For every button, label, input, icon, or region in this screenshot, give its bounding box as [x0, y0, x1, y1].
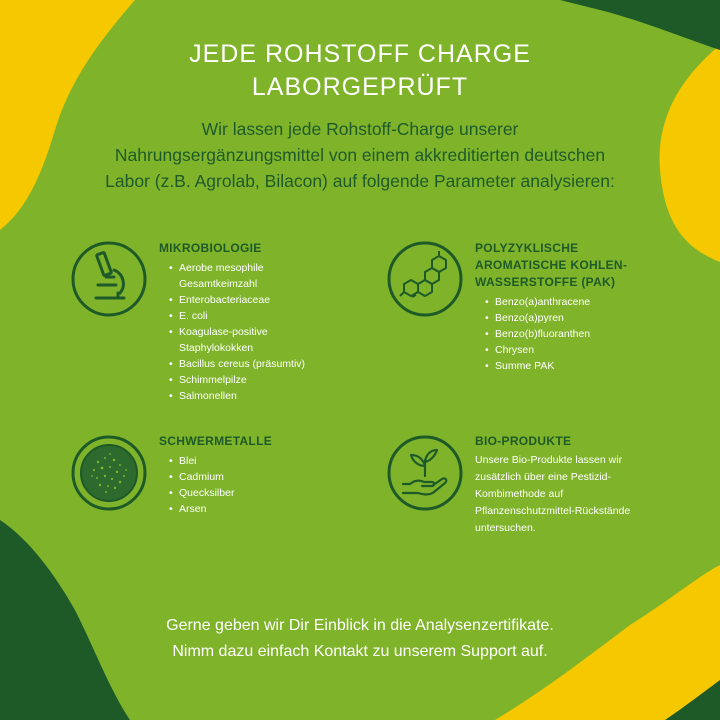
item-text: Enterobacteriaceae — [179, 294, 271, 306]
footer-line: Nimm dazu einfach Kontakt zu unserem Support auf. — [172, 643, 548, 660]
list-item: • Quecksilber — [179, 485, 359, 501]
intro-text — [60, 116, 660, 194]
list-item — [179, 308, 369, 324]
text-line: Pflanzenschutzmittel-Rückstände — [475, 505, 631, 517]
list-item: • Cadmium — [179, 469, 359, 485]
title-line: AROMATISCHE KOHLEN- — [475, 258, 628, 272]
list-item — [179, 372, 369, 388]
intro-line: Wir lassen jede Rohstoff-Charge unserer — [201, 119, 519, 139]
page-title — [0, 38, 720, 104]
list-item: • Arsen — [179, 501, 359, 517]
section-title: MIKROBIOLOGIE — [159, 241, 262, 255]
list-item — [179, 292, 369, 308]
section-bio-produkte — [475, 433, 700, 537]
list-item: • Benzo(b)fluoranthen — [495, 326, 695, 342]
list-item — [179, 324, 369, 356]
item-text: E. coli — [179, 310, 208, 322]
item-text: Schimmelpilze — [179, 374, 247, 386]
list-item: • Chrysen — [495, 342, 695, 358]
list-item: • Benzo(a)pyren — [495, 310, 695, 326]
title-line: POLYZYKLISCHE — [475, 241, 579, 255]
particles-icon — [70, 434, 148, 512]
list-item — [179, 356, 369, 372]
list-item — [179, 260, 369, 292]
section-mikrobiologie — [159, 240, 369, 404]
intro-line: Labor (z.B. Agrolab, Bilacon) auf folgende Parameter analysieren: — [105, 171, 615, 191]
section-pak — [475, 240, 695, 374]
list-item: • Summe PAK — [495, 358, 695, 374]
section-schwermetalle — [159, 433, 359, 517]
section-title: SCHWERMETALLE — [159, 434, 273, 448]
molecule-icon — [386, 240, 464, 318]
item-list — [475, 294, 695, 374]
text-line: Unsere Bio-Produkte lassen wir — [475, 454, 623, 466]
intro-line: Nahrungsergänzungsmittel von einem akkreditierten deutschen — [114, 145, 606, 165]
item-list — [159, 260, 369, 404]
footer-text — [0, 613, 720, 665]
text-line: zusätzlich über eine Pestizid- — [475, 471, 611, 483]
item-text: Aerobe mesophile — [179, 262, 264, 274]
text-line: untersuchen. — [475, 522, 536, 534]
item-text: Staphylokokken — [179, 342, 254, 354]
section-title: BIO-PRODUKTE — [475, 434, 572, 448]
footer-line: Gerne geben wir Dir Einblick in die Analysenzertifikate. — [166, 617, 554, 634]
hand-plant-icon — [386, 434, 464, 512]
title-line: JEDE ROHSTOFF CHARGE — [189, 40, 531, 68]
item-text: Gesamtkeimzahl — [179, 278, 258, 290]
list-item: • Benzo(a)anthracene — [495, 294, 695, 310]
title-line: LABORGEPRÜFT — [251, 73, 469, 101]
section-text — [475, 452, 700, 537]
item-list — [159, 453, 359, 517]
item-text: Salmonellen — [179, 390, 237, 402]
text-line: Kombimethode auf — [475, 488, 564, 500]
title-line: WASSERSTOFFE (PAK) — [475, 275, 616, 289]
list-item — [179, 388, 369, 404]
microscope-icon — [70, 240, 148, 318]
item-text: Bacillus cereus (präsumtiv) — [179, 358, 306, 370]
list-item: • Blei — [179, 453, 359, 469]
section-title — [475, 240, 695, 291]
item-text: Koagulase-positive — [179, 326, 268, 338]
